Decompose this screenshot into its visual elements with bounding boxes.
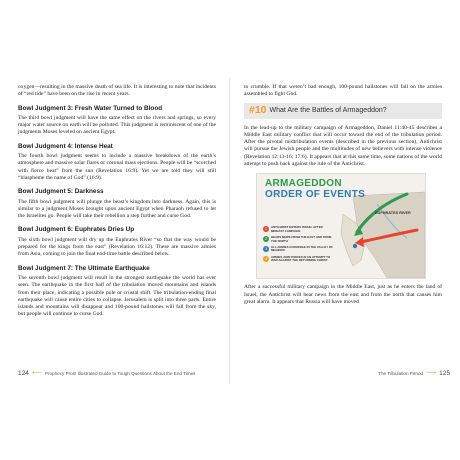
event-number-badge: 3 — [264, 246, 268, 251]
figure-event-item — [263, 236, 335, 243]
euphrates-river-label: EUPHRATES RIVER — [375, 211, 411, 216]
figure-event-list — [263, 226, 335, 265]
left-intro-paragraph: oxygen—resulting in the massive death of sea life. It is interesting to note that incidents of “red tide” have been on the rise in recent years. — [18, 84, 216, 98]
event-number-badge: 2 — [264, 236, 268, 242]
section-heading-bowl-4: Bowl Judgment 4: Intense Heat — [18, 142, 113, 150]
section-text-bowl-4: The fourth bowl judgment seems to include a massive breakdown of the earth’s atmosphere and massive solar flares or coronal mass ejections. People will be “scorched with fierce heat” from the sun (Revelation 16:9). Yet we are told they will still “blaspheme the name of God” (16:9). — [18, 153, 216, 181]
event-text: ARMIES JOIN FORCES IN AN ATTEMPT TO WAR AGAINST THE RETURNING CHRIST — [271, 254, 331, 263]
left-page-number: 124 — [18, 369, 29, 377]
event-text: ALL ARMIES CONVERGE IN THE VALLEY OF MEGIDDO — [271, 245, 333, 253]
figure-event-item — [263, 256, 335, 263]
book-spread — [0, 78, 460, 384]
armageddon-map-figure — [256, 173, 426, 279]
right-page — [232, 78, 456, 384]
section-text-bowl-7: The seventh bowl judgment will result in the strongest earthquake the world has ever seen. The earthquake in the first half of the tribulation moved mountains and islands from their place, indicating a possible pole or crustal shift. The tribulation-ending final earthquake will cause entire cities to collapse. Jerusalem is split into three parts. Entire islands and mountains will disappear and 100-pound hailstones will fall from the sky, but people will continue to curse God. — [18, 274, 216, 318]
right-page-footer — [244, 366, 450, 380]
section-number: #10 — [249, 103, 267, 116]
left-page — [4, 78, 228, 384]
figure-title-line2: ORDER OF EVENTS — [265, 189, 366, 201]
event-text: HEARS NEWS FROM THE EAST AND FROM THE NORTH — [271, 235, 332, 243]
event-text: ANTICHRIST ENTERS ISRAEL AFTER MIDEAST CAMPAIGN — [271, 225, 323, 233]
right-intro-paragraph: to crumble. If that weren’t bad enough, 100-pound hailstones will fall on the armies assembled to fight God. — [244, 84, 442, 98]
section-title: What Are the Battles of Armageddon? — [269, 106, 387, 114]
left-running-title: Prophecy Pros! Illustrated Guide to Tough Questions About the End Times — [44, 370, 196, 376]
section-heading-bowl-5: Bowl Judgment 5: Darkness — [18, 188, 104, 196]
section-text-bowl-5: The fifth bowl judgment will plunge the beast’s kingdom into darkness. Again, this is similar to a judgment Moses brought upon ancient Egypt when Pharaoh refused to let the Israelites go. People will take their rebellion a step further and curse God. — [18, 198, 216, 220]
left-page-footer — [18, 366, 224, 380]
section-text-bowl-6: The sixth bowl judgment will dry up the Euphrates River “so that the way would be prepared for the kings from the east” (Revelation 16:12). These are massive armies from Asia, coming to join the final end-time battle described below. — [18, 236, 216, 258]
right-text-column — [244, 84, 442, 308]
arrow-left-icon: ⟵ — [31, 370, 42, 377]
left-text-column — [18, 84, 216, 321]
figure-event-item — [263, 246, 335, 253]
figure-event-item — [263, 226, 335, 233]
arrow-right-icon: ⟶ — [426, 370, 437, 377]
section-heading-bowl-6: Bowl Judgment 6: Euphrates Dries Up — [18, 226, 135, 234]
right-mid-paragraph: In the lead-up to the military campaign of Armageddon, Daniel 11:40-45 describes a Middle East military conflict that will occur toward the end of the tribulation period. After the pivotal midtribulation events (described in the previous section), Antichrist will pursue the Jewish people and the multitudes of new believers with intense violence (Revelation 12:13-16; 17:6). It appears that at this same time, some nations of the world attempt to push back against the rule of the Antichrist. — [244, 124, 442, 168]
event-number-badge: 4 — [264, 255, 268, 261]
section-text-bowl-3: The third bowl judgment will have the same effect on the rivers and springs, so every major water source on earth will be polluted. This judgment is reminiscent of one of the judgments Moses leveled on ancient Egypt. — [18, 114, 216, 136]
figure-title-line1: ARMAGEDDON — [265, 178, 342, 190]
right-running-title: The Tribulation Period — [378, 370, 424, 376]
section-heading-bowl-3: Bowl Judgment 3: Fresh Water Turned to Blood — [18, 104, 163, 112]
section-heading-bowl-7: Bowl Judgment 7: The Ultimate Earthquake — [18, 264, 150, 272]
right-page-number: 125 — [439, 369, 450, 377]
right-bottom-paragraph: After a successful military campaign in the Middle East, just as he enters the land of Israel, the Antichrist will hear news from the east and from the north that causes him great alarm. It appears that Russia will have moved — [244, 284, 442, 305]
event-number-badge: 1 — [264, 226, 268, 232]
page-gutter — [229, 78, 230, 384]
section-banner — [244, 103, 442, 119]
